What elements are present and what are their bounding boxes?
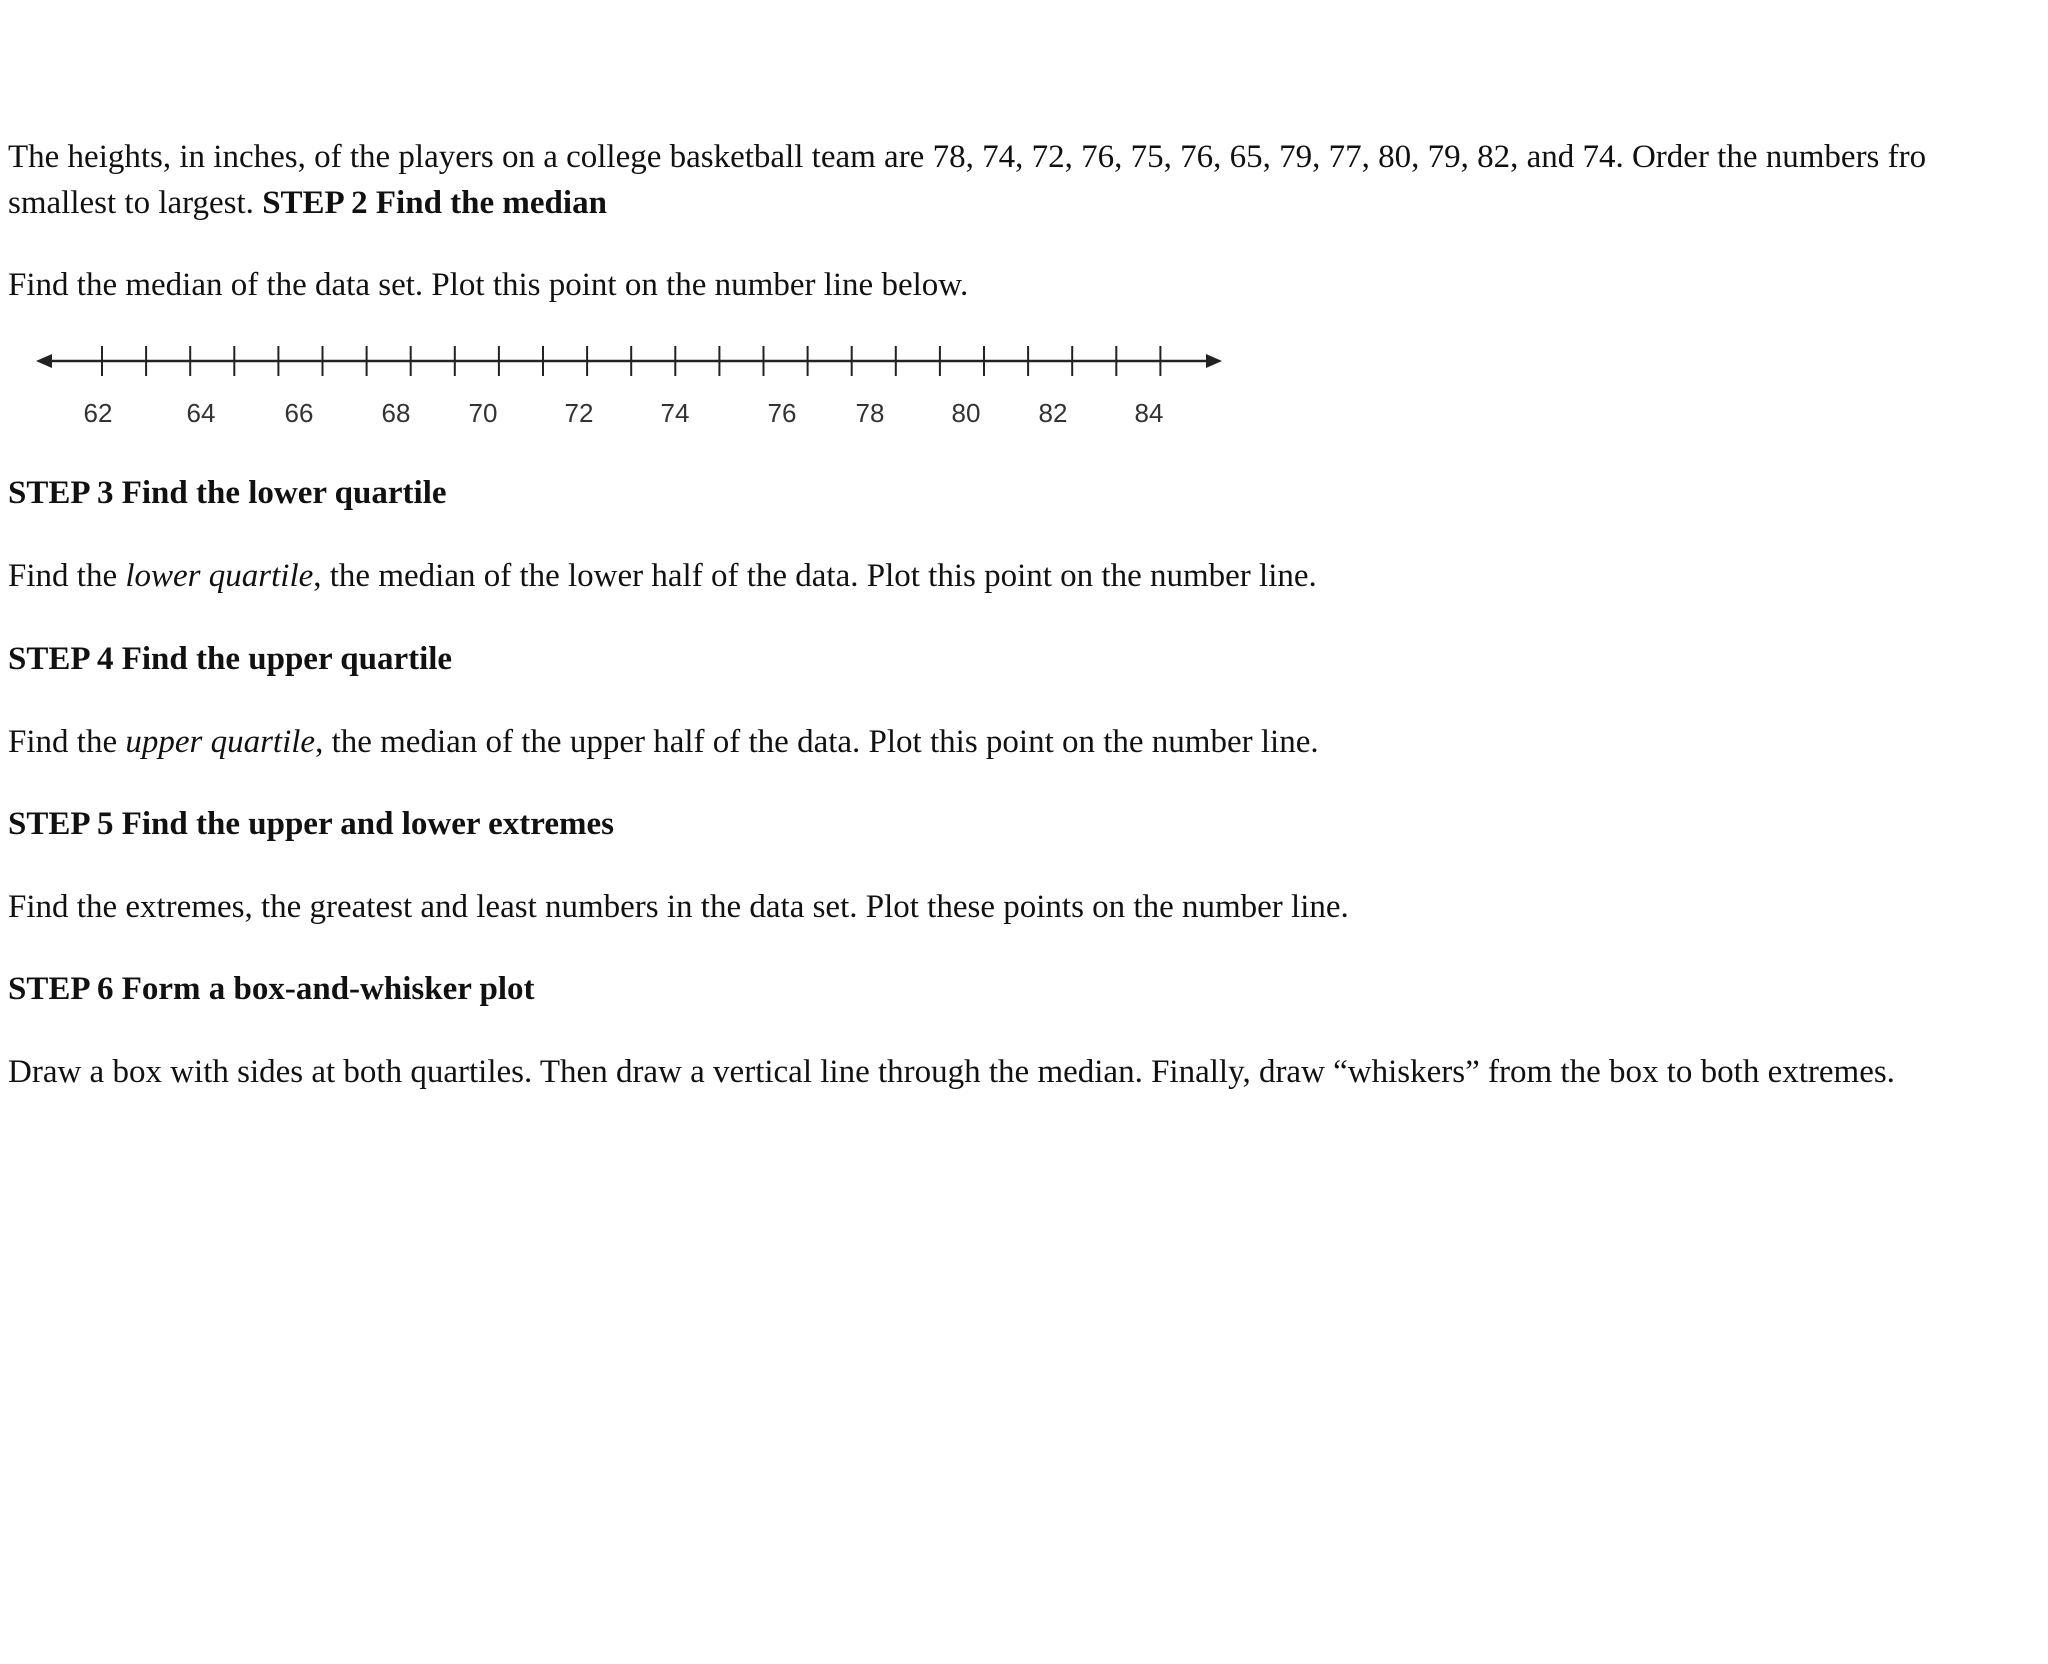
tick-label-62: 62 bbox=[83, 398, 113, 428]
tick-label-68: 68 bbox=[381, 398, 411, 428]
number-line-axis bbox=[36, 354, 1222, 368]
step4-heading: STEP 4 Find the upper quartile bbox=[8, 641, 453, 677]
right-arrow-icon bbox=[1206, 354, 1222, 368]
step4-body-post: , the median of the upper half of the data. Plot this point on the number line. bbox=[315, 724, 1319, 760]
tick-label-82: 82 bbox=[1038, 398, 1068, 428]
tick-label-72: 72 bbox=[564, 398, 594, 428]
intro-paragraph bbox=[8, 134, 1926, 226]
step3-body-pre: Find the bbox=[8, 558, 118, 594]
step6-heading: STEP 6 Form a box-and-whisker plot bbox=[8, 971, 535, 1007]
tick-label-70: 70 bbox=[468, 398, 498, 428]
step4-term: upper quartile bbox=[125, 724, 316, 760]
intro-line-1: The heights, in inches, of the players on a college basketball team are 78, 74, 72, 76, 75, 76, 65, 79, 77, 80, 79, 82, and 74. Order the numbers fro bbox=[8, 139, 1927, 175]
tick-label-74: 74 bbox=[660, 398, 690, 428]
step2-body: Find the median of the data set. Plot this point on the number line below. bbox=[8, 267, 969, 303]
step2-heading: STEP 2 Find the median bbox=[262, 185, 607, 221]
tick-label-64: 64 bbox=[186, 398, 216, 428]
step5-body: Find the extremes, the greatest and least numbers in the data set. Plot these points on the number line. bbox=[8, 889, 1349, 925]
tick-label-84: 84 bbox=[1134, 398, 1164, 428]
number-line bbox=[36, 338, 1236, 438]
tick-label-80: 80 bbox=[951, 398, 981, 428]
step3-term: lower quartile bbox=[125, 558, 314, 594]
step3-heading: STEP 3 Find the lower quartile bbox=[8, 475, 447, 511]
step4-body-pre: Find the bbox=[8, 724, 118, 760]
intro-line-2-text: smallest to largest. bbox=[8, 185, 254, 221]
step5-heading: STEP 5 Find the upper and lower extremes bbox=[8, 806, 614, 842]
left-arrow-icon bbox=[36, 354, 52, 368]
number-line-labels bbox=[84, 398, 1164, 428]
step4-body bbox=[8, 719, 1319, 765]
step3-body-post: , the median of the lower half of the data. Plot this point on the number line. bbox=[313, 558, 1317, 594]
intro-line-2 bbox=[8, 180, 1926, 226]
tick-label-76: 76 bbox=[767, 398, 797, 428]
tick-label-78: 78 bbox=[855, 398, 885, 428]
tick-label-66: 66 bbox=[284, 398, 314, 428]
step6-body: Draw a box with sides at both quartiles. Then draw a vertical line through the median. Finally, draw “whiskers” from the box to both extremes. bbox=[8, 1054, 1895, 1090]
step3-body bbox=[8, 553, 1317, 599]
